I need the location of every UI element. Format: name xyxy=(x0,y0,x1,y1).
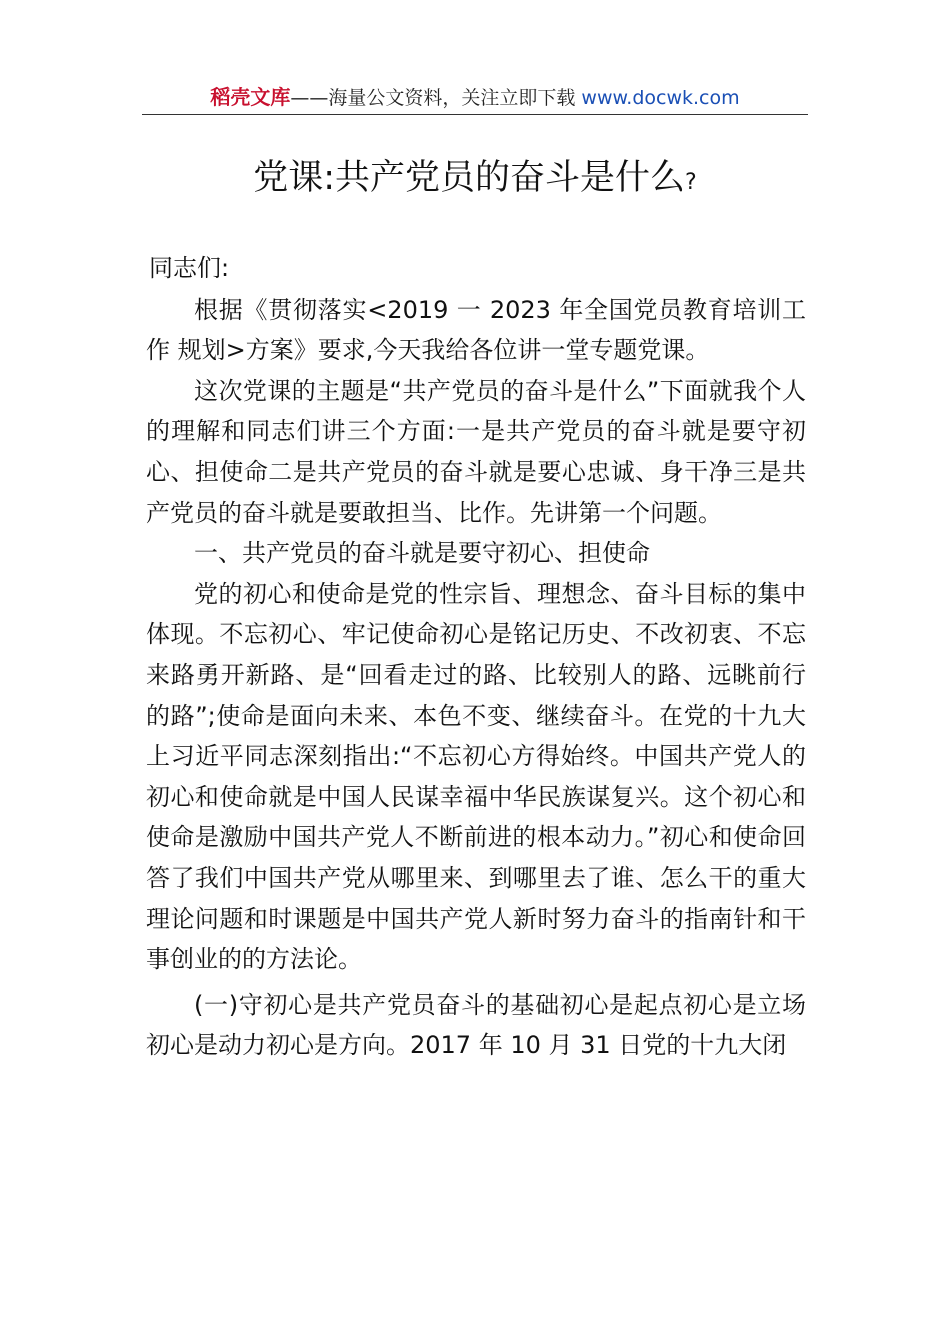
site-link[interactable]: www.docwk.com xyxy=(581,87,740,109)
header-slogan: ——海量公文资料，关注立即下载 xyxy=(290,87,582,109)
paragraph-theme: 这次党课的主题是“共产党员的奋斗是什么”下面就我个人的理解和同志们讲三个方面:一是共产党员的奋斗就是要守初心、担使命二是共产党员的奋斗就是要心忠诚、身干净三是共产党员的奋斗就是要敢担当、比作。先讲第一个问题。 xyxy=(146,376,806,527)
section-heading-1: 一、共产党员的奋斗就是要守初心、担使命 xyxy=(194,539,650,568)
paragraph-intro: 根据《贯彻落实<2019 一 2023 年全国党员教育培训工作 规划>方案》要求,今天我给各位讲一堂专题党课。 xyxy=(146,295,806,365)
document-body xyxy=(146,248,806,1066)
paragraph-mission: 党的初心和使命是党的性宗旨、理想念、奋斗目标的集中体现。不忘初心、牢记使命初心是铭记历史、不改初衷、不忘来路勇开新路、是“回看走过的路、比较别人的路、远眺前行的路”;使命是面向未来、本色不变、继续奋斗。在党的十九大上习近平同志深刻指出:“不忘初心方得始终。中国共产党人的初心和使命就是中国人民谋幸福中华民族谋复兴。这个初心和使命是激励中国共产党人不断前进的根本动力。”初心和使命回答了我们中国共产党从哪里来、到哪里去了谁、怎么干的重大理论问题和时课题是中国共产党人新时努力奋斗的指南针和干事创业的的方法论。 xyxy=(146,579,806,974)
salutation: 同志们: xyxy=(149,254,230,282)
title-text: 党课:共产党员的奋斗是什么 xyxy=(253,158,686,198)
document-title xyxy=(142,150,808,211)
paragraph-subsection-1: (一)守初心是共产党员奋斗的基础初心是起点初心是立场初心是动力初心是方向。2017 年 10 月 31 日党的十九大闭 xyxy=(146,990,806,1060)
header-divider xyxy=(142,114,808,115)
site-header xyxy=(142,84,808,111)
title-question-mark: ? xyxy=(685,170,697,195)
brand-name[interactable]: 稻壳文库 xyxy=(210,85,291,109)
